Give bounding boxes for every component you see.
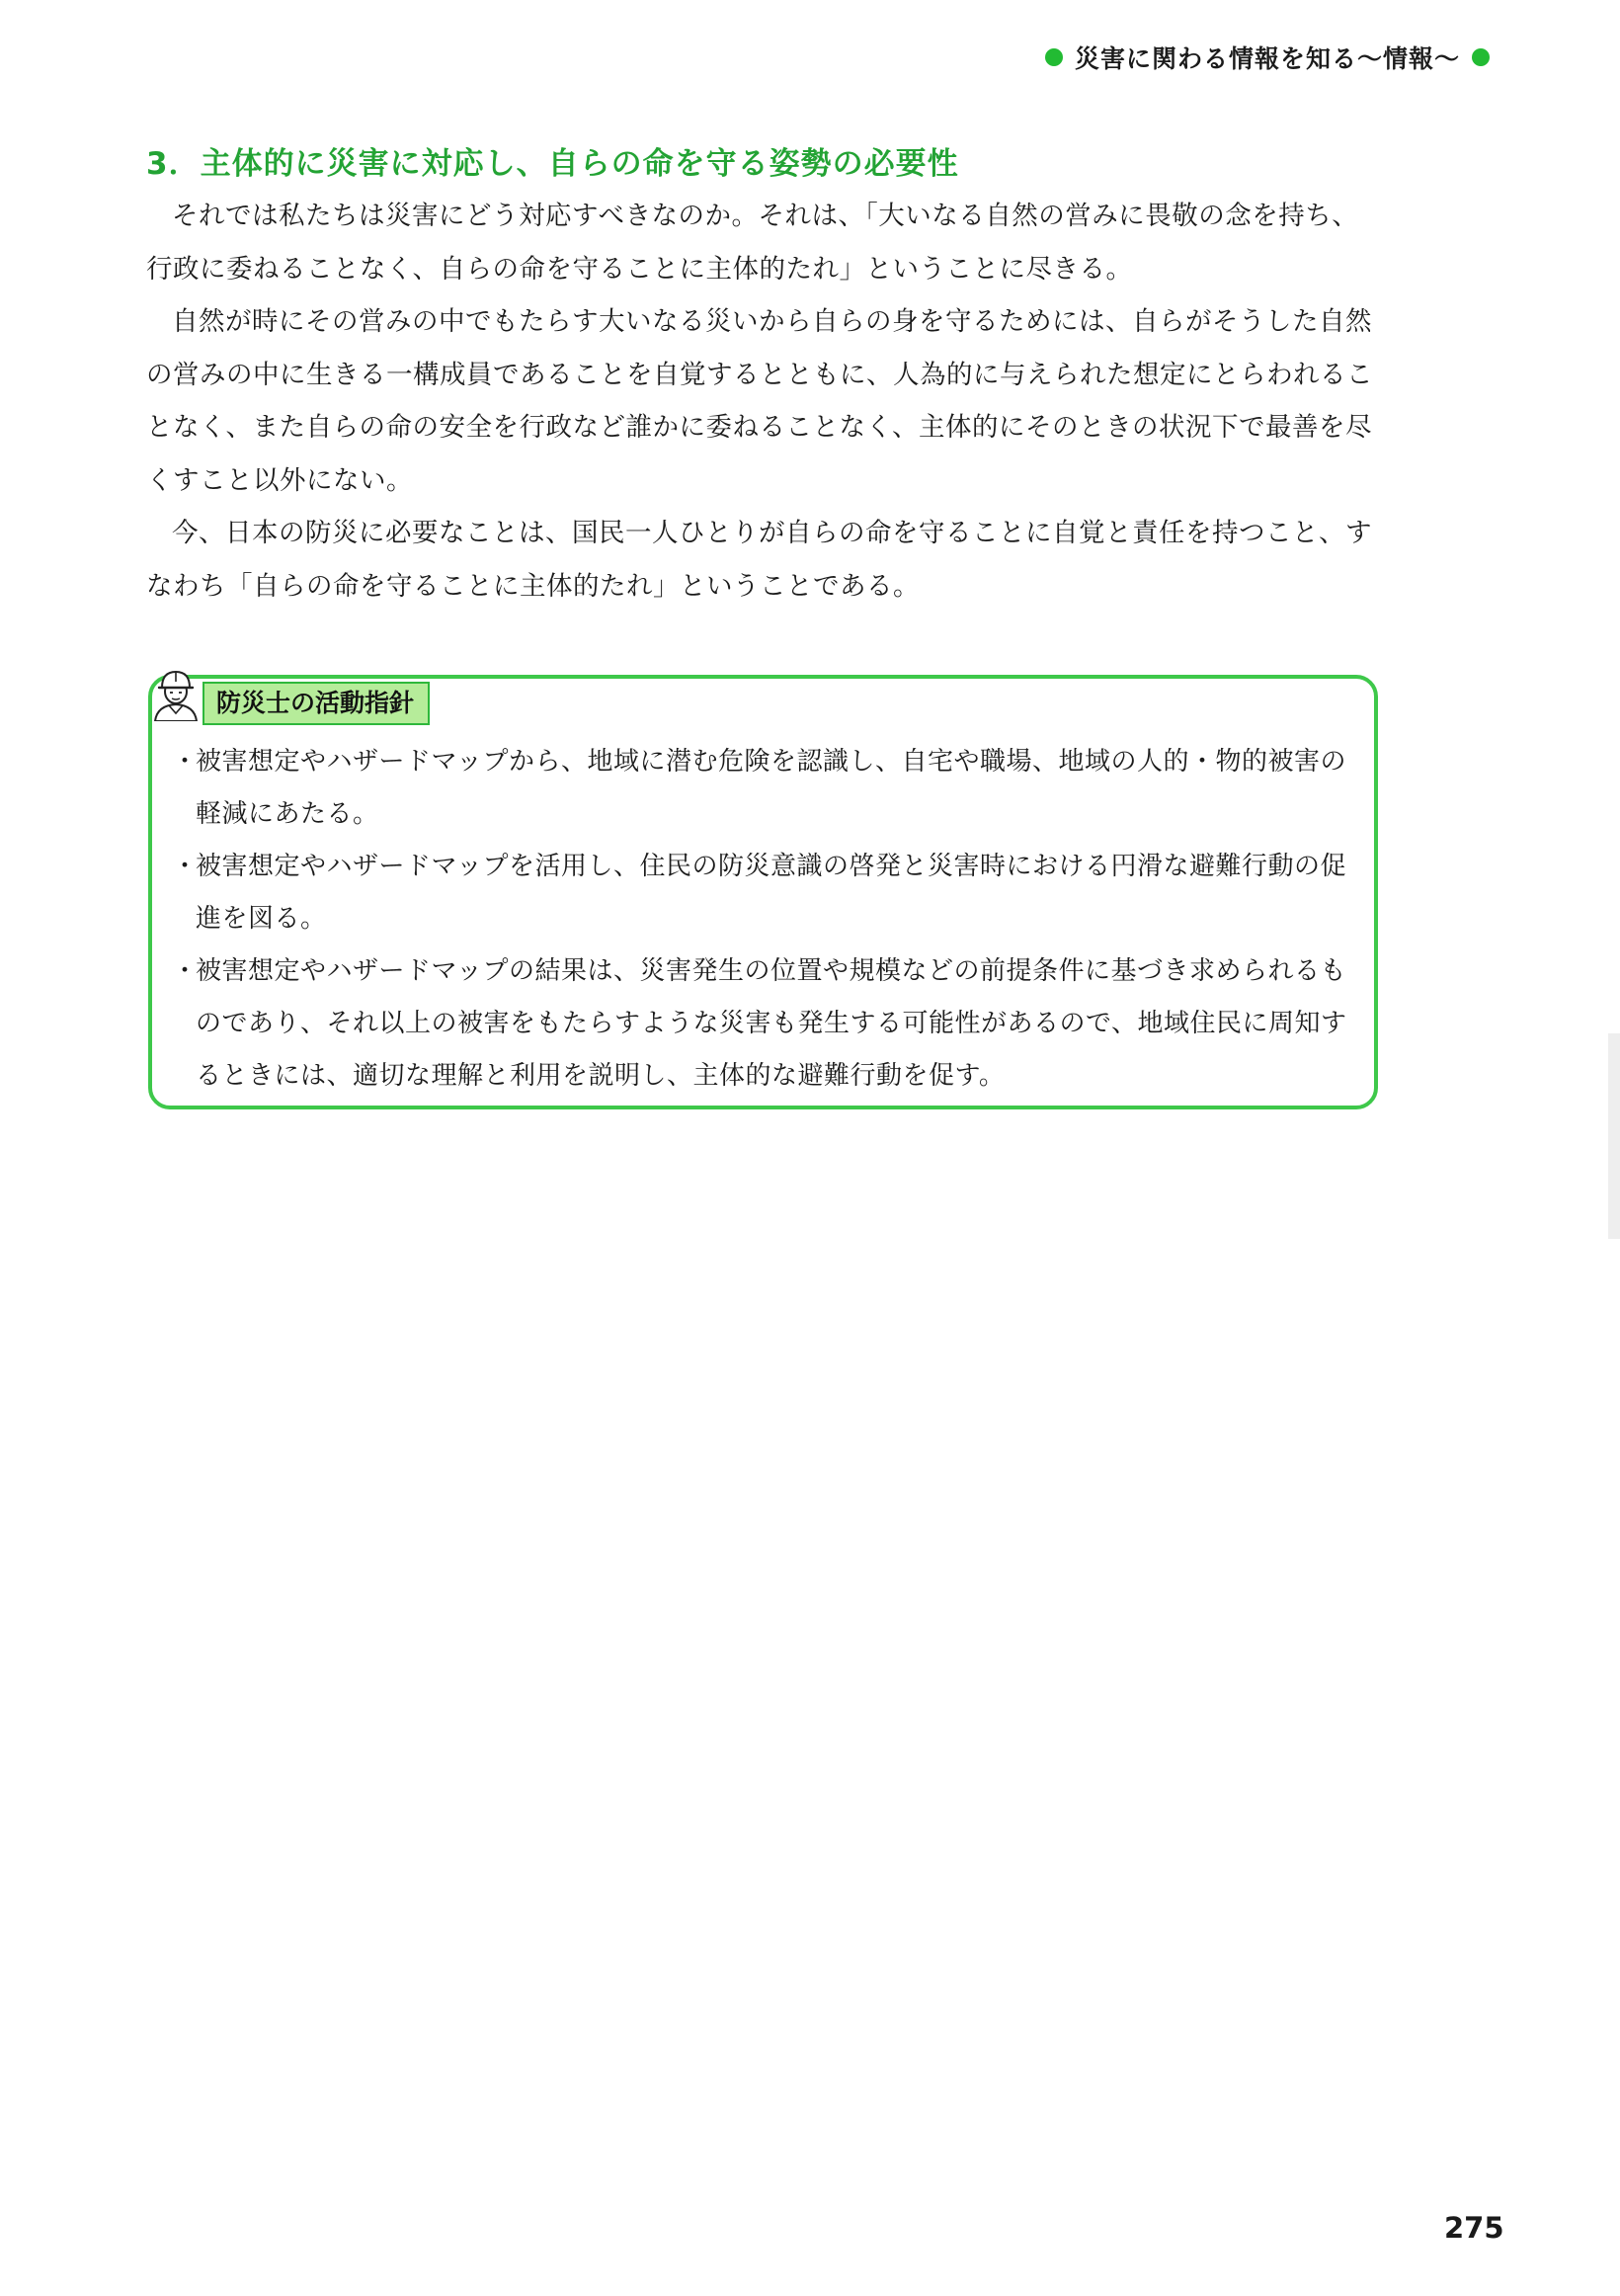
helmet-worker-icon <box>151 662 201 721</box>
guideline-item <box>166 945 1351 1103</box>
paragraph: それでは私たちは災害にどう対応すべきなのか。それは、「大いなる自然の営みに畏敬の念を持ち、行政に委ねることなく、自らの命を守ることに主体的たれ」ということに尽きる。 <box>146 201 1359 285</box>
guideline-box-title: 防災士の活動指針 <box>202 682 430 725</box>
guideline-item <box>166 736 1351 841</box>
paragraph: 自然が時にその営みの中でもたらす大いなる災いから自らの身を守るためには、自らがそうした自然の営みの中に生きる一構成員であることを自覚するとともに、人為的に与えられた想定にとらわれることなく、また自らの命の安全を行政など誰かに委ねることなく、主体的にそのときの状況下で最善を尽くすこと以外にない。 <box>146 306 1373 496</box>
bullet-dot-icon <box>1045 48 1063 66</box>
guideline-list <box>166 736 1351 1103</box>
guideline-box-header <box>151 672 430 721</box>
guideline-item <box>166 841 1351 945</box>
body-text <box>146 190 1381 613</box>
guideline-item-text: 被害想定やハザードマップの結果は、災害発生の位置や規模などの前提条件に基づき求められるものであり、それ以上の被害をもたらすような災害も発生する可能性があるので、地域住民に周知するときには、適切な理解と利用を説明し、主体的な避難行動を促す。 <box>196 956 1347 1091</box>
guideline-item-text: 被害想定やハザードマップから、地域に潜む危険を認識し、自宅や職場、地域の人的・物的被害の軽減にあたる。 <box>196 747 1346 829</box>
bullet-mark: ・ <box>172 852 199 881</box>
bullet-mark: ・ <box>172 956 199 986</box>
guideline-item-text: 被害想定やハザードマップを活用し、住民の防災意識の啓発と災害時における円滑な避難行動の促進を図る。 <box>196 852 1346 934</box>
page-number: 275 <box>1444 2211 1504 2245</box>
paragraph: 今、日本の防災に必要なことは、国民一人ひとりが自らの命を守ることに自覚と責任を持つこと、すなわち「自らの命を守ることに主体的たれ」ということである。 <box>146 518 1372 602</box>
bullet-mark: ・ <box>172 747 199 777</box>
section-heading: 3．主体的に災害に対応し、自らの命を守る姿勢の必要性 <box>146 146 959 182</box>
running-header-text: 災害に関わる情報を知る〜情報〜 <box>1074 44 1460 73</box>
running-header <box>1045 40 1490 75</box>
page-edge-tab <box>1608 1033 1620 1239</box>
bullet-dot-icon <box>1472 48 1490 66</box>
